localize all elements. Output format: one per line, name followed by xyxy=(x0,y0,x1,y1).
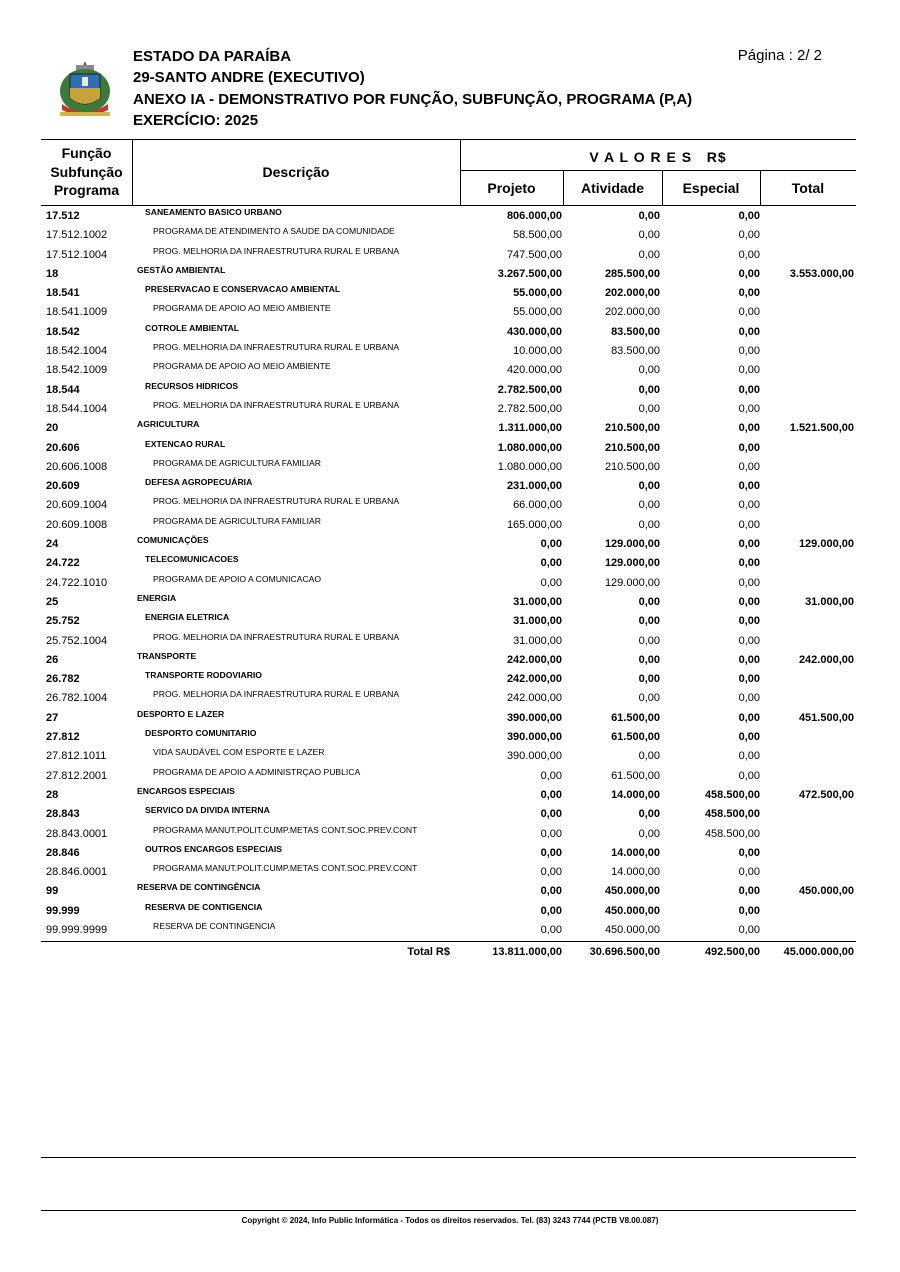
row-atividade-value: 0,00 xyxy=(638,615,660,628)
row-atividade-value: 0,00 xyxy=(638,692,660,705)
row-description: ENERGIA xyxy=(137,592,177,603)
row-atividade-value: 129.000,00 xyxy=(604,538,660,551)
row-atividade-value: 0,00 xyxy=(638,750,660,763)
row-code: 18.541.1009 xyxy=(46,306,108,319)
row-atividade-value: 210.500,00 xyxy=(604,460,660,473)
row-atividade-value: 0,00 xyxy=(638,673,660,686)
row-description: PROG. MELHORIA DA INFRAESTRUTURA RURAL E URBANA xyxy=(153,689,400,700)
row-code: 17.512.1002 xyxy=(46,229,108,242)
row-code: 20.606 xyxy=(46,441,80,454)
row-atividade-value: 61.500,00 xyxy=(611,731,660,744)
row-especial-value: 0,00 xyxy=(738,692,760,705)
total-especial: 492.500,00 xyxy=(704,946,760,958)
row-atividade-value: 210.500,00 xyxy=(604,441,660,454)
table-row xyxy=(41,477,856,496)
table-bottom-border xyxy=(41,941,856,942)
row-projeto-value: 231.000,00 xyxy=(506,480,562,493)
header-state: ESTADO DA PARAÍBA xyxy=(133,48,292,65)
row-especial-value: 0,00 xyxy=(738,402,760,415)
row-code: 24 xyxy=(46,538,59,551)
row-projeto-value: 0,00 xyxy=(540,576,562,589)
row-code: 99.999 xyxy=(46,904,80,917)
row-projeto-value: 747.500,00 xyxy=(506,248,562,261)
table-row xyxy=(41,651,856,670)
row-atividade-value: 14.000,00 xyxy=(611,846,660,859)
row-description: RESERVA DE CONTINGÊNCIA xyxy=(137,882,261,893)
table-body xyxy=(41,207,856,940)
row-description: PROG. MELHORIA DA INFRAESTRUTURA RURAL E URBANA xyxy=(153,342,400,353)
row-atividade-value: 0,00 xyxy=(638,499,660,512)
row-code: 18.544 xyxy=(46,383,80,396)
row-description: PRESERVACAO E CONSERVACAO AMBIENTAL xyxy=(145,284,341,295)
row-atividade-value: 61.500,00 xyxy=(611,711,660,724)
col-header-especial: Especial xyxy=(682,180,740,196)
row-atividade-value: 0,00 xyxy=(638,808,660,821)
table-row xyxy=(41,825,856,844)
table-row xyxy=(41,496,856,515)
row-description: PROGRAMA MANUT.POLIT.CUMP.METAS CONT.SOC.PREV.CONT xyxy=(153,824,418,835)
row-total-value: 450.000,00 xyxy=(798,885,854,898)
row-code: 27.812.2001 xyxy=(46,769,108,782)
row-atividade-value: 14.000,00 xyxy=(611,788,660,801)
row-especial-value: 0,00 xyxy=(738,325,760,338)
row-projeto-value: 31.000,00 xyxy=(513,634,562,647)
total-atividade: 30.696.500,00 xyxy=(589,946,660,958)
row-especial-value: 0,00 xyxy=(738,210,760,222)
row-description: OUTROS ENCARGOS ESPECIAIS xyxy=(145,843,283,854)
row-projeto-value: 0,00 xyxy=(540,904,562,917)
col-header-atividade: Atividade xyxy=(580,180,644,196)
row-especial-value: 0,00 xyxy=(738,287,760,300)
table-row xyxy=(41,805,856,824)
row-especial-value: 0,00 xyxy=(738,731,760,744)
row-projeto-value: 55.000,00 xyxy=(513,287,562,300)
row-atividade-value: 0,00 xyxy=(638,402,660,415)
row-code: 28.846 xyxy=(46,846,80,859)
row-projeto-value: 0,00 xyxy=(540,538,562,551)
row-code: 18.542.1009 xyxy=(46,364,108,377)
row-projeto-value: 165.000,00 xyxy=(506,518,562,531)
row-total-value: 472.500,00 xyxy=(798,788,854,801)
row-description: SERVICO DA DIVIDA INTERNA xyxy=(145,805,270,816)
row-especial-value: 0,00 xyxy=(738,248,760,261)
row-especial-value: 458.500,00 xyxy=(704,827,760,840)
row-projeto-value: 10.000,00 xyxy=(513,345,562,358)
row-projeto-value: 0,00 xyxy=(540,827,562,840)
row-atividade-value: 0,00 xyxy=(638,383,660,396)
row-code: 28.843.0001 xyxy=(46,827,108,840)
state-crest-logo xyxy=(56,60,114,120)
table-row xyxy=(41,419,856,438)
row-especial-value: 0,00 xyxy=(738,923,760,936)
row-code: 26.782 xyxy=(46,673,80,686)
header-entity: 29-SANTO ANDRE (EXECUTIVO) xyxy=(133,69,365,86)
row-atividade-value: 0,00 xyxy=(638,210,660,222)
row-especial-value: 0,00 xyxy=(738,518,760,531)
row-description: PROGRAMA DE ATENDIMENTO A SAUDE DA COMUNIDADE xyxy=(153,226,395,237)
row-code: 25.752 xyxy=(46,615,80,628)
table-row xyxy=(41,284,856,303)
table-row xyxy=(41,709,856,728)
row-code: 18 xyxy=(46,267,59,280)
row-projeto-value: 1.311.000,00 xyxy=(498,422,562,435)
row-projeto-value: 0,00 xyxy=(540,923,562,936)
row-atividade-value: 61.500,00 xyxy=(611,769,660,782)
row-code: 20 xyxy=(46,422,59,435)
footer-top-rule xyxy=(41,1157,856,1158)
row-especial-value: 0,00 xyxy=(738,866,760,879)
row-description: PROGRAMA DE APOIO AO MEIO AMBIENTE xyxy=(153,303,331,314)
row-total-value: 451.500,00 xyxy=(798,711,854,724)
row-atividade-value: 0,00 xyxy=(638,229,660,242)
row-projeto-value: 58.500,00 xyxy=(513,229,562,242)
total-projeto: 13.811.000,00 xyxy=(492,946,562,958)
row-description: SANEAMENTO BASICO URBANO xyxy=(145,207,282,217)
row-projeto-value: 0,00 xyxy=(540,808,562,821)
row-projeto-value: 2.782.500,00 xyxy=(497,383,562,396)
row-especial-value: 0,00 xyxy=(738,383,760,396)
row-projeto-value: 390.000,00 xyxy=(506,731,562,744)
header-year: EXERCÍCIO: 2025 xyxy=(133,112,259,129)
row-code: 24.722 xyxy=(46,557,80,570)
row-especial-value: 0,00 xyxy=(738,499,760,512)
row-description: AGRICULTURA xyxy=(137,419,200,430)
row-atividade-value: 129.000,00 xyxy=(604,557,660,570)
row-projeto-value: 2.782.500,00 xyxy=(497,402,562,415)
page-number: Página : 2/ 2 xyxy=(737,47,822,64)
row-projeto-value: 31.000,00 xyxy=(513,615,562,628)
table-row xyxy=(41,361,856,380)
row-projeto-value: 420.000,00 xyxy=(506,364,562,377)
table-row xyxy=(41,207,856,226)
row-total-value: 3.553.000,00 xyxy=(789,267,854,280)
row-description: DESPORTO COMUNITARIO xyxy=(145,728,257,739)
row-code: 28.843 xyxy=(46,808,80,821)
table-row xyxy=(41,458,856,477)
row-atividade-value: 0,00 xyxy=(638,595,660,608)
row-projeto-value: 55.000,00 xyxy=(513,306,562,319)
row-code: 26.782.1004 xyxy=(46,692,108,705)
table-row xyxy=(41,381,856,400)
row-especial-value: 0,00 xyxy=(738,460,760,473)
row-projeto-value: 430.000,00 xyxy=(506,325,562,338)
row-projeto-value: 806.000,00 xyxy=(506,210,562,222)
row-especial-value: 458.500,00 xyxy=(704,788,760,801)
row-description: DEFESA AGROPECUÁRIA xyxy=(145,477,253,488)
row-atividade-value: 450.000,00 xyxy=(604,923,660,936)
row-atividade-value: 0,00 xyxy=(638,480,660,493)
row-especial-value: 0,00 xyxy=(738,711,760,724)
row-description: PROGRAMA MANUT.POLIT.CUMP.METAS CONT.SOC.PREV.CONT xyxy=(153,863,418,874)
row-total-value: 242.000,00 xyxy=(798,653,854,666)
row-atividade-value: 0,00 xyxy=(638,518,660,531)
row-atividade-value: 450.000,00 xyxy=(604,904,660,917)
row-atividade-value: 450.000,00 xyxy=(604,885,660,898)
row-projeto-value: 390.000,00 xyxy=(506,711,562,724)
row-description: PROG. MELHORIA DA INFRAESTRUTURA RURAL E URBANA xyxy=(153,399,400,410)
row-description: TRANSPORTE xyxy=(137,650,197,661)
row-code: 24.722.1010 xyxy=(46,576,108,589)
row-code: 18.541 xyxy=(46,287,80,300)
row-code: 20.606.1008 xyxy=(46,460,108,473)
table-row xyxy=(41,303,856,322)
row-code: 18.542.1004 xyxy=(46,345,108,358)
total-geral: 45.000.000,00 xyxy=(783,946,854,958)
row-code: 99.999.9999 xyxy=(46,923,108,936)
table-row xyxy=(41,439,856,458)
table-row xyxy=(41,882,856,901)
row-especial-value: 0,00 xyxy=(738,480,760,493)
row-atividade-value: 285.500,00 xyxy=(604,267,660,280)
row-especial-value: 0,00 xyxy=(738,673,760,686)
row-code: 20.609.1008 xyxy=(46,518,108,531)
table-row xyxy=(41,535,856,554)
row-description: GESTÃO AMBIENTAL xyxy=(137,264,226,275)
table-top-border xyxy=(41,139,856,140)
row-projeto-value: 66.000,00 xyxy=(513,499,562,512)
table-row xyxy=(41,689,856,708)
row-atividade-value: 210.500,00 xyxy=(604,422,660,435)
row-especial-value: 0,00 xyxy=(738,595,760,608)
row-projeto-value: 0,00 xyxy=(540,866,562,879)
row-atividade-value: 14.000,00 xyxy=(611,866,660,879)
table-row xyxy=(41,612,856,631)
table-row xyxy=(41,786,856,805)
row-atividade-value: 202.000,00 xyxy=(604,306,660,319)
row-code: 18.544.1004 xyxy=(46,402,108,415)
table-row xyxy=(41,554,856,573)
footer-bottom-rule xyxy=(41,1210,856,1211)
col-header-funcao: Função xyxy=(61,145,112,161)
row-description: TRANSPORTE RODOVIARIO xyxy=(145,670,262,681)
row-especial-value: 0,00 xyxy=(738,576,760,589)
row-projeto-value: 242.000,00 xyxy=(506,653,562,666)
row-description: VIDA SAUDÁVEL COM ESPORTE E LAZER xyxy=(153,747,325,758)
row-code: 26 xyxy=(46,653,59,666)
row-code: 27.812.1011 xyxy=(46,750,107,763)
table-row xyxy=(41,400,856,419)
col-header-projeto: Projeto xyxy=(487,180,536,196)
row-description: RECURSOS HIDRICOS xyxy=(145,380,239,391)
table-row xyxy=(41,246,856,265)
row-projeto-value: 242.000,00 xyxy=(506,673,562,686)
table-row xyxy=(41,863,856,882)
row-code: 17.512 xyxy=(46,210,80,222)
col-header-subfuncao: Subfunção xyxy=(50,164,123,180)
row-description: TELECOMUNICACOES xyxy=(145,554,239,565)
values-divider xyxy=(460,170,856,171)
row-description: PROG. MELHORIA DA INFRAESTRUTURA RURAL E URBANA xyxy=(153,496,400,507)
row-atividade-value: 0,00 xyxy=(638,827,660,840)
table-row xyxy=(41,844,856,863)
row-especial-value: 0,00 xyxy=(738,769,760,782)
col-header-valores: V A L O R E S R$ xyxy=(589,149,727,165)
row-code: 18.542 xyxy=(46,325,80,338)
table-row xyxy=(41,342,856,361)
table-row xyxy=(41,670,856,689)
table-row xyxy=(41,767,856,786)
table-row xyxy=(41,902,856,921)
row-especial-value: 458.500,00 xyxy=(704,808,760,821)
table-row xyxy=(41,265,856,284)
table-row xyxy=(41,226,856,245)
table-row xyxy=(41,747,856,766)
row-especial-value: 0,00 xyxy=(738,904,760,917)
copyright-text: Copyright © 2024, Info Public Informática - Todos os direitos reservados. Tel. (83) 3243 7744 (PCTB V8.00.087) xyxy=(241,1216,659,1225)
row-especial-value: 0,00 xyxy=(738,422,760,435)
row-description: RESERVA DE CONTINGENCIA xyxy=(153,920,276,931)
table-row xyxy=(41,921,856,940)
row-description: PROGRAMA DE AGRICULTURA FAMILIAR xyxy=(153,515,321,526)
row-description: PROGRAMA DE APOIO AO MEIO AMBIENTE xyxy=(153,361,331,372)
row-code: 27 xyxy=(46,711,59,724)
row-especial-value: 0,00 xyxy=(738,441,760,454)
row-especial-value: 0,00 xyxy=(738,885,760,898)
row-code: 20.609.1004 xyxy=(46,499,108,512)
row-atividade-value: 202.000,00 xyxy=(604,287,660,300)
row-atividade-value: 0,00 xyxy=(638,248,660,261)
row-especial-value: 0,00 xyxy=(738,267,760,280)
col-header-total: Total xyxy=(791,180,825,196)
row-especial-value: 0,00 xyxy=(738,557,760,570)
table-row xyxy=(41,632,856,651)
table-row xyxy=(41,516,856,535)
row-projeto-value: 390.000,00 xyxy=(506,750,562,763)
header-annex: ANEXO IA - DEMONSTRATIVO POR FUNÇÃO, SUBFUNÇÃO, PROGRAMA (P,A) xyxy=(133,91,693,108)
row-atividade-value: 0,00 xyxy=(638,653,660,666)
row-especial-value: 0,00 xyxy=(738,345,760,358)
row-description: PROGRAMA DE AGRICULTURA FAMILIAR xyxy=(153,457,321,468)
row-description: ENERGIA ELETRICA xyxy=(145,612,230,623)
row-projeto-value: 1.080.000,00 xyxy=(497,441,562,454)
row-description: DESPORTO E LAZER xyxy=(137,708,225,719)
row-especial-value: 0,00 xyxy=(738,750,760,763)
row-description: COTROLE AMBIENTAL xyxy=(145,322,240,333)
col-header-programa: Programa xyxy=(53,182,120,198)
row-especial-value: 0,00 xyxy=(738,634,760,647)
table-row xyxy=(41,323,856,342)
row-total-value: 31.000,00 xyxy=(805,595,854,608)
row-atividade-value: 0,00 xyxy=(638,364,660,377)
row-especial-value: 0,00 xyxy=(738,653,760,666)
row-projeto-value: 242.000,00 xyxy=(506,692,562,705)
row-code: 99 xyxy=(46,885,59,898)
row-code: 20.609 xyxy=(46,480,80,493)
row-description: RESERVA DE CONTIGENCIA xyxy=(145,901,263,912)
row-atividade-value: 83.500,00 xyxy=(611,345,660,358)
row-projeto-value: 1.080.000,00 xyxy=(497,460,562,473)
row-description: ENCARGOS ESPECIAIS xyxy=(137,785,235,796)
row-especial-value: 0,00 xyxy=(738,306,760,319)
row-code: 28.846.0001 xyxy=(46,866,108,879)
row-especial-value: 0,00 xyxy=(738,615,760,628)
row-description: PROGRAMA DE APOIO A COMUNICACAO xyxy=(153,573,322,584)
table-row xyxy=(41,574,856,593)
row-description: PROG. MELHORIA DA INFRAESTRUTURA RURAL E URBANA xyxy=(153,631,400,642)
row-atividade-value: 129.000,00 xyxy=(604,576,660,589)
row-especial-value: 0,00 xyxy=(738,846,760,859)
row-total-value: 1.521.500,00 xyxy=(789,422,854,435)
row-description: PROG. MELHORIA DA INFRAESTRUTURA RURAL E URBANA xyxy=(153,245,400,256)
table-header-bottom-border xyxy=(41,205,856,206)
row-atividade-value: 0,00 xyxy=(638,634,660,647)
row-code: 27.812 xyxy=(46,731,80,744)
row-projeto-value: 0,00 xyxy=(540,788,562,801)
total-label: Total R$ xyxy=(407,946,450,958)
row-projeto-value: 0,00 xyxy=(540,557,562,570)
row-especial-value: 0,00 xyxy=(738,538,760,551)
row-code: 25 xyxy=(46,595,59,608)
row-description: COMUNICAÇÕES xyxy=(137,535,209,546)
row-description: EXTENCAO RURAL xyxy=(145,438,226,449)
row-projeto-value: 31.000,00 xyxy=(513,595,562,608)
table-row xyxy=(41,728,856,747)
row-code: 17.512.1004 xyxy=(46,248,108,261)
row-projeto-value: 0,00 xyxy=(540,885,562,898)
row-code: 25.752.1004 xyxy=(46,634,108,647)
row-projeto-value: 0,00 xyxy=(540,846,562,859)
row-projeto-value: 3.267.500,00 xyxy=(497,267,562,280)
col-header-descricao: Descrição xyxy=(262,164,330,180)
row-code: 28 xyxy=(46,788,59,801)
table-row xyxy=(41,593,856,612)
row-projeto-value: 0,00 xyxy=(540,769,562,782)
row-especial-value: 0,00 xyxy=(738,229,760,242)
row-total-value: 129.000,00 xyxy=(798,538,854,551)
row-description: PROGRAMA DE APOIO A ADMINISTRÇAO PUBLICA xyxy=(153,766,361,777)
row-especial-value: 0,00 xyxy=(738,364,760,377)
row-atividade-value: 83.500,00 xyxy=(611,325,660,338)
